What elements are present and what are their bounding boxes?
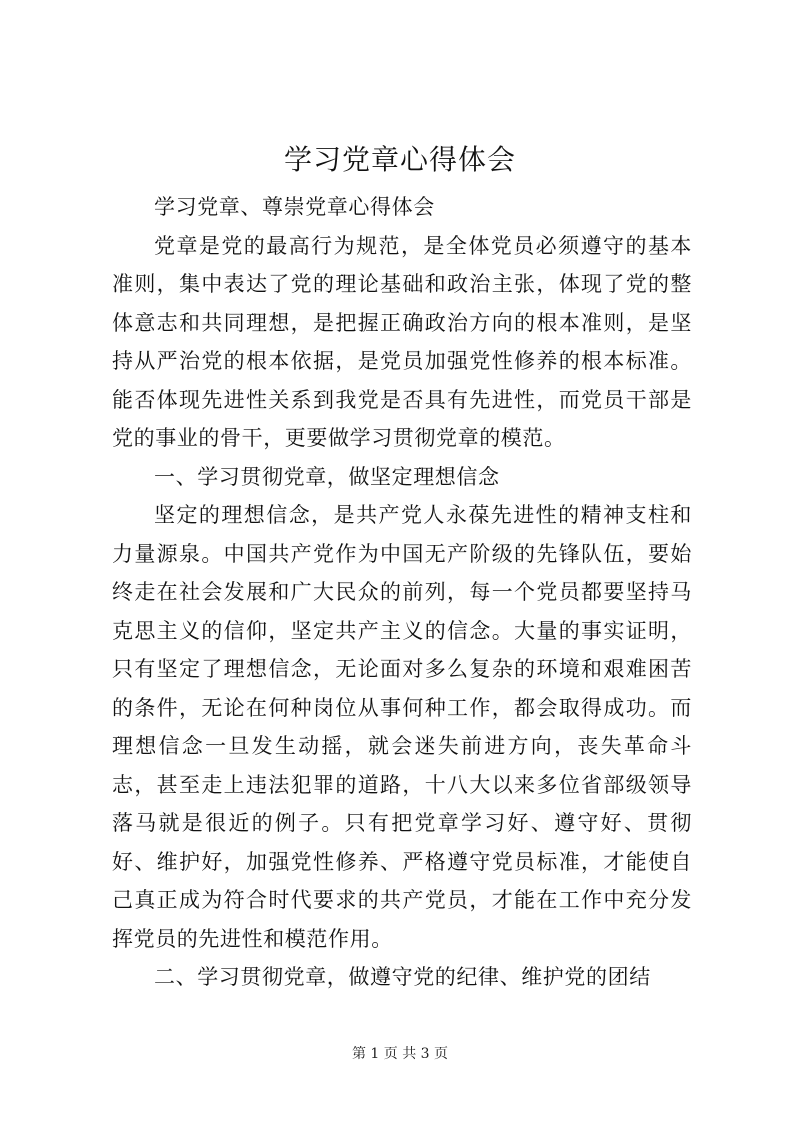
section-heading-2: 二、学习贯彻党章，做遵守党的纪律、维护党的团结 bbox=[154, 965, 651, 989]
document-subtitle: 学习党章、尊崇党章心得体会 bbox=[154, 195, 435, 219]
paragraph-ideals: 坚定的理想信念，是共产党人永葆先进性的精神支柱和力量源泉。中国共产党作为中国无产阶级的先锋队伍，要始终走在社会发展和广大民众的前列，每一个党员都要坚持马克思主义的信仰，坚定共产主义的信念。大量的事实证明，只有坚定了理想信念，无论面对多么复杂的环境和艰难困苦的条件，无论在何种岗位从事何种工作，都会取得成功。而理想信念一旦发生动摇，就会迷失前进方向，丧失革命斗志，甚至走上违法犯罪的道路，十八大以来多位省部级领导落马就是很近的例子。只有把党章学习好、遵守好、贯彻好、维护好，加强党性修养、严格遵守党员标准，才能使自己真正成为符合时代要求的共产党员，才能在工作中充分发挥党员的先进性和模范作用。 bbox=[112, 503, 692, 951]
section-heading-1: 一、学习贯彻党章，做坚定理想信念 bbox=[154, 464, 500, 489]
page-footer: 第 1 页 共 3 页 bbox=[351, 1046, 449, 1062]
document-title: 学习党章心得体会 bbox=[283, 143, 516, 176]
document-body bbox=[112, 188, 692, 997]
paragraph-intro: 党章是党的最高行为规范，是全体党员必须遵守的基本准则，集中表达了党的理论基础和政治主张，体现了党的整体意志和共同理想，是把握正确政治方向的根本准则，是坚持从严治党的根本依据，是党员加强党性修养的根本标准。能否体现先进性关系到我党是否具有先进性，而党员干部是党的事业的骨干，更要做学习贯彻党章的模范。 bbox=[112, 233, 692, 450]
